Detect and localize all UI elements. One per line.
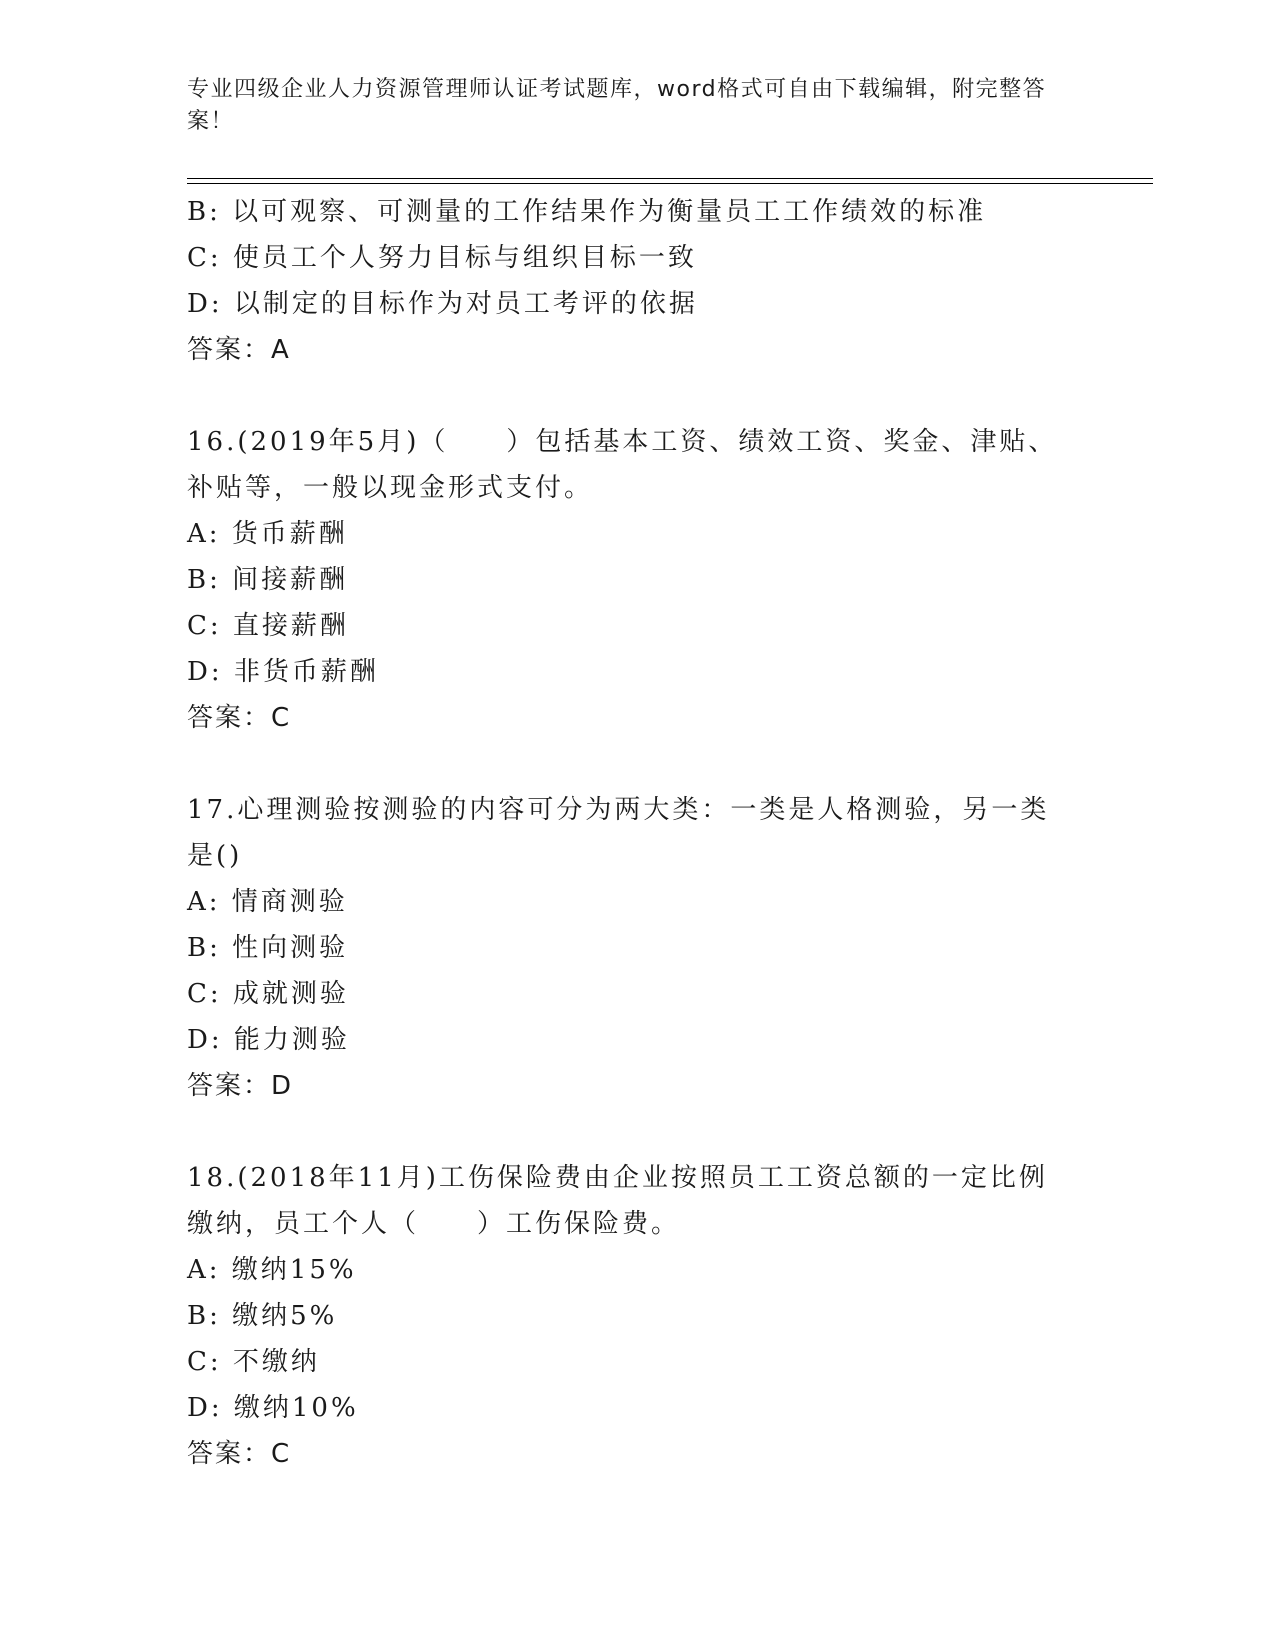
answer: 答案：A	[187, 335, 291, 365]
spacer	[187, 1109, 1087, 1155]
option-a: A: 缴纳15%	[187, 1255, 357, 1285]
option-a: A: 情商测验	[187, 887, 348, 917]
question-16-block	[187, 419, 1087, 741]
header-rule-bottom	[187, 183, 1153, 184]
question-18-block	[187, 1155, 1087, 1477]
option-b: B: 性向测验	[187, 933, 349, 963]
header-rule-top	[187, 178, 1153, 179]
question-text: 17.心理测验按测验的内容可分为两大类：一类是人格测验，另一类是()	[187, 795, 1050, 871]
answer: 答案：D	[187, 1071, 294, 1101]
question-17-block	[187, 787, 1087, 1109]
option-d: D: 缴纳10%	[187, 1393, 359, 1423]
answer: 答案：C	[187, 703, 292, 733]
question-15-block	[187, 189, 1087, 373]
option-c: C: 使员工个人努力目标与组织目标一致	[187, 243, 697, 273]
question-list	[187, 189, 1087, 1477]
option-c: C: 不缴纳	[187, 1347, 320, 1377]
option-c: C: 成就测验	[187, 979, 349, 1009]
question-text: 18.(2018年11月)工伤保险费由企业按照员工工资总额的一定比例缴纳，员工个人（ ）工伤保险费。	[187, 1163, 1048, 1239]
question-text: 16.(2019年5月)（ ）包括基本工资、绩效工资、奖金、津贴、补贴等，一般以现金形式支付。	[187, 427, 1058, 503]
spacer	[187, 373, 1087, 419]
option-a: A: 货币薪酬	[187, 519, 348, 549]
option-b: B: 缴纳5%	[187, 1301, 338, 1331]
option-b: B: 间接薪酬	[187, 565, 349, 595]
option-c: C: 直接薪酬	[187, 611, 349, 641]
option-d: D: 非货币薪酬	[187, 657, 379, 687]
spacer	[187, 741, 1087, 787]
option-b: B: 以可观察、可测量的工作结果作为衡量员工工作绩效的标准	[187, 197, 987, 227]
option-d: D: 以制定的目标作为对员工考评的依据	[187, 289, 698, 319]
document-header: 专业四级企业人力资源管理师认证考试题库，word格式可自由下载编辑，附完整答案！	[187, 77, 1047, 134]
answer: 答案：C	[187, 1439, 292, 1469]
option-d: D: 能力测验	[187, 1025, 350, 1055]
